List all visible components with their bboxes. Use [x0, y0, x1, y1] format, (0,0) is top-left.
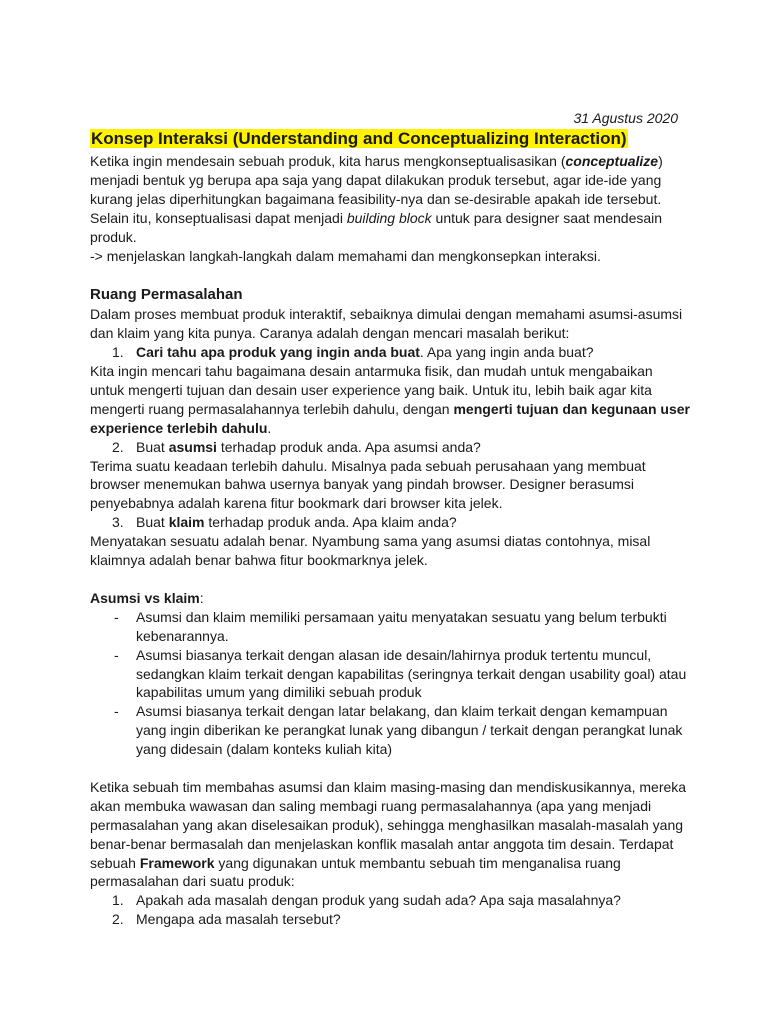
document-date: 31 Agustus 2020: [573, 110, 678, 126]
item-number: 3.: [112, 514, 124, 531]
p1-text-c: .: [267, 419, 272, 436]
p1-text-a: Kita ingin mencari tahu bagaimana desain antarmuka fisik, dan mudah untuk mengabaikan untuk mengerti tujuan dan desain user experience yang baik. Untuk itu, lebih baik agar kita mengerti ruang permasalahannya terlebih dahulu, dengan: [90, 363, 653, 417]
item3-bold: klaim: [168, 514, 205, 531]
item1-rest: . Apa yang ingin anda buat?: [419, 344, 594, 361]
para-text-a: Ketika sebuah tim membahas asumsi dan klaim masing-masing dan mendiskusikannya, mereka akan membuka wawasan dan saling membagi ruang permasalahannya (apa yang menjadi permasalahan yang akan diselesaikan produk), sehingga menghasilkan masalah-masalah yang benar-benar bermasalah dan menjelaskan konflik masalah antar anggota tim desain. Terdapat sebuah: [90, 778, 687, 871]
section1-paragraph-2: Terima suatu keadaan terlebih dahulu. Misalnya pada sebuah perusahaan yang membuat browser menemukan bahwa usernya banyak yang pindah browser. Designer berasumsi penyebabnya adalah karena fitur bookmark dari browser kita jelek.: [90, 457, 646, 512]
para-text-c: yang digunakan untuk membantu sebuah tim menganalisa ruang permasalahan dari suatu produk:: [90, 854, 621, 890]
section2-paragraph: [90, 778, 690, 891]
intro-arrow-line: -> menjelaskan langkah-langkah dalam memahami dan mengkonsepkan interaksi.: [90, 247, 601, 264]
numbered-item-3: [90, 513, 690, 532]
document-title: Konsep Interaksi (Understanding and Conceptualizing Interaction): [91, 129, 627, 148]
intro-text-2: ) menjadi bentuk yg berupa apa saja yang dapat dilakukan produk tersebut, agar ide-ide yang kurang jelas diperhitungkan bagaimana feasibility-nya dan se-desirable apakah ide tersebut. Selain itu, konseptualisasi dapat menjadi: [90, 153, 663, 226]
spacer: [90, 265, 690, 284]
document-page: [90, 108, 690, 929]
numbered-item-1: [90, 343, 690, 362]
item-number: 1.: [112, 892, 124, 909]
section1-paragraph-1: [90, 362, 690, 438]
section-heading-ruang-permasalahan: Ruang Permasalahan: [90, 286, 243, 304]
bullet-dash: -: [114, 608, 119, 625]
bullet-dash: -: [114, 703, 119, 720]
spacer: [90, 759, 690, 778]
section2-heading-line: [90, 589, 690, 608]
question-item-1: [90, 891, 690, 910]
item3-rest: terhadap produk anda. Apa klaim anda?: [204, 514, 457, 531]
intro-emphasis-conceptualize: conceptualize: [565, 153, 659, 169]
item2-pre: Buat: [136, 438, 169, 455]
item3-pre: Buat: [136, 514, 169, 531]
section1-intro: Dalam proses membuat produk interaktif, sebaiknya dimulai dengan memahami asumsi-asumsi dan klaim yang kita punya. Caranya adalah dengan mencari masalah berikut:: [90, 306, 683, 342]
framework-bold: Framework: [139, 854, 215, 871]
question-text: Apakah ada masalah dengan produk yang sudah ada? Apa saja masalahnya?: [136, 892, 621, 909]
bullet-dash: -: [114, 646, 119, 663]
spacer: [90, 570, 690, 589]
section1-paragraph-3: Menyatakan sesuatu adalah benar. Nyambung sama yang asumsi diatas contohnya, misal klaimnya adalah benar bahwa fitur bookmarknya jelek.: [90, 533, 651, 569]
item-number: 1.: [112, 344, 124, 361]
bullet-text: Asumsi biasanya terkait dengan alasan ide desain/lahirnya produk tertentu muncul, sedangkan klaim terkait dengan kapabilitas (seringnya terkait dengan usability goal) atau kapabilitas umum yang dimiliki sebuah produk: [136, 646, 687, 701]
bullet-item-3: [90, 702, 690, 759]
intro-text-3: untuk para designer saat mendesain produk.: [90, 209, 663, 245]
intro-emphasis-building-block: building block: [346, 209, 432, 226]
p1-bold: mengerti tujuan dan kegunaan user experience terlebih dahulu: [90, 400, 690, 436]
question-item-2: [90, 910, 690, 929]
intro-text-1: Ketika ingin mendesain sebuah produk, kita harus mengkonseptualisasikan (: [90, 153, 566, 169]
intro-paragraph: [90, 152, 690, 247]
item2-rest: terhadap produk anda. Apa asumsi anda?: [216, 438, 481, 455]
bullet-item-2: [90, 646, 690, 703]
item1-bold: Cari tahu apa produk yang ingin anda buat: [136, 344, 420, 361]
numbered-item-2: [90, 438, 690, 457]
section-heading-asumsi-vs-klaim: Asumsi vs klaim: [90, 589, 200, 606]
question-text: Mengapa ada masalah tersebut?: [136, 911, 341, 928]
heading-colon: :: [199, 589, 204, 606]
title-row: [90, 128, 690, 150]
item-number: 2.: [112, 438, 124, 455]
bullet-text: Asumsi biasanya terkait dengan latar belakang, dan klaim terkait dengan kemampuan yang ingin diberikan ke perangkat lunak yang dibangun / terkait dengan perangkat lunak yang didesain (dalam konteks kuliah kita): [136, 703, 683, 758]
item2-bold: asumsi: [168, 438, 217, 455]
item-number: 2.: [112, 911, 124, 928]
bullet-item-1: [90, 608, 690, 646]
bullet-text: Asumsi dan klaim memiliki persamaan yaitu menyatakan sesuatu yang belum terbukti kebenarannya.: [136, 608, 667, 644]
